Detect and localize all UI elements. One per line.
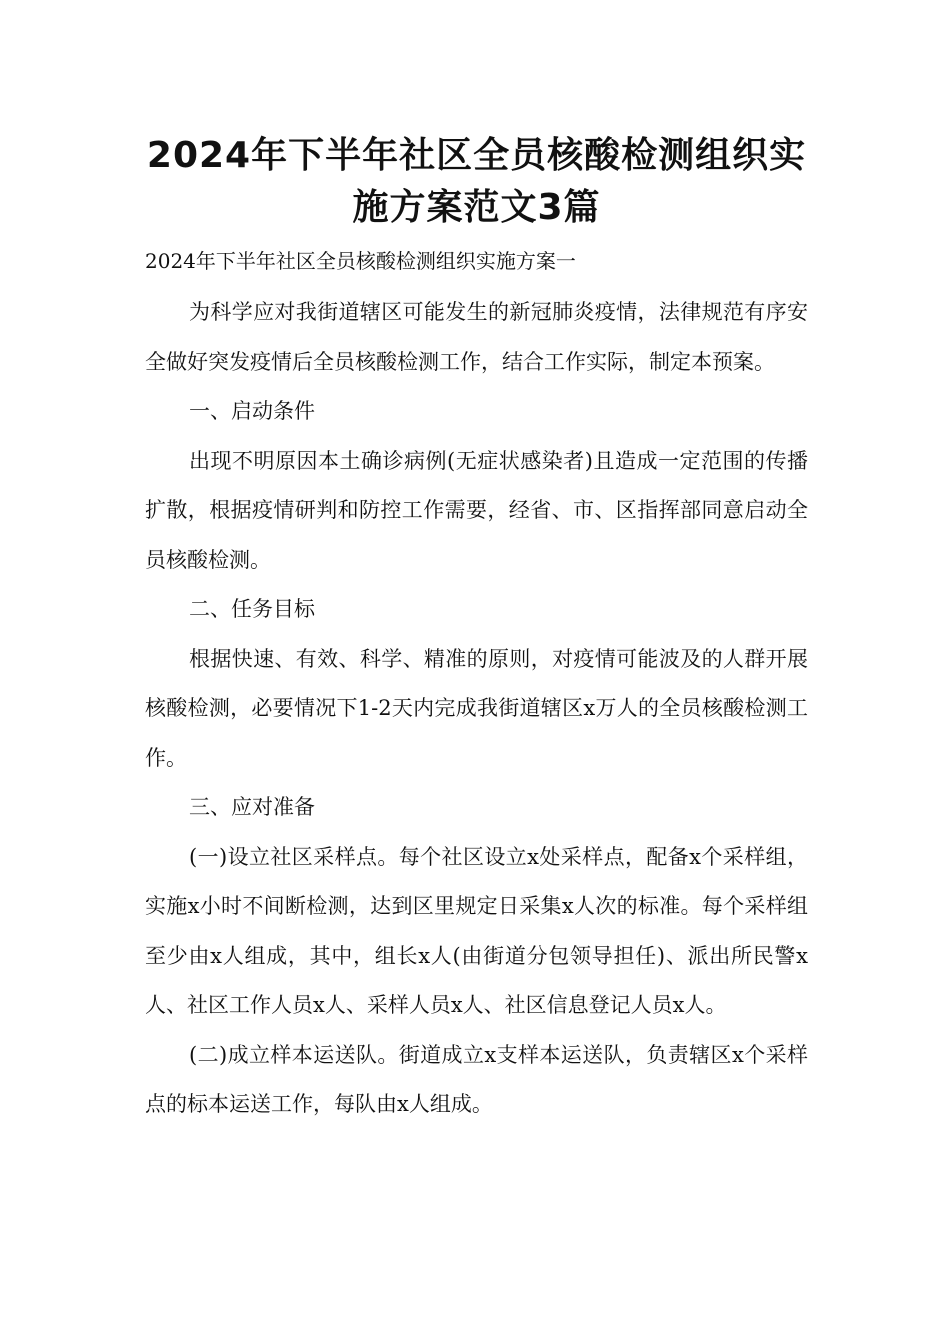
section-heading-start-conditions: 一、启动条件 — [189, 399, 315, 423]
document-subtitle: 2024年下半年社区全员核酸检测组织实施方案一 — [145, 249, 576, 273]
paragraph-intro: 为科学应对我街道辖区可能发生的新冠肺炎疫情，法律规范有序安全做好突发疫情后全员核酸检测工作，结合工作实际，制定本预案。 — [145, 300, 808, 374]
document-title: 2024年下半年社区全员核酸检测组织实施方案范文3篇 — [146, 135, 807, 228]
paragraph-sampling-points: (一)设立社区采样点。每个社区设立x处采样点，配备x个采样组，实施x小时不间断检测，达到区里规定日采集x人次的标准。每个采样组至少由x人组成，其中，组长x人(由街道分包领导担任)、派出所民警x人、社区工作人员x人、采样人员x人、社区信息登记人员x人。 — [145, 844, 808, 1017]
paragraph-task-goals: 根据快速、有效、科学、精准的原则，对疫情可能波及的人群开展核酸检测，必要情况下1-2天内完成我街道辖区x万人的全员核酸检测工作。 — [145, 646, 808, 770]
document-body — [145, 288, 808, 1130]
section-heading-preparation: 三、应对准备 — [189, 795, 315, 819]
section-heading-task-goals: 二、任务目标 — [189, 597, 315, 621]
paragraph-transport-team: (二)成立样本运送队。街道成立x支样本运送队，负责辖区x个采样点的标本运送工作，每队由x人组成。 — [145, 1042, 808, 1116]
paragraph-start-conditions: 出现不明原因本土确诊病例(无症状感染者)且造成一定范围的传播扩散，根据疫情研判和防控工作需要，经省、市、区指挥部同意启动全员核酸检测。 — [145, 448, 808, 572]
